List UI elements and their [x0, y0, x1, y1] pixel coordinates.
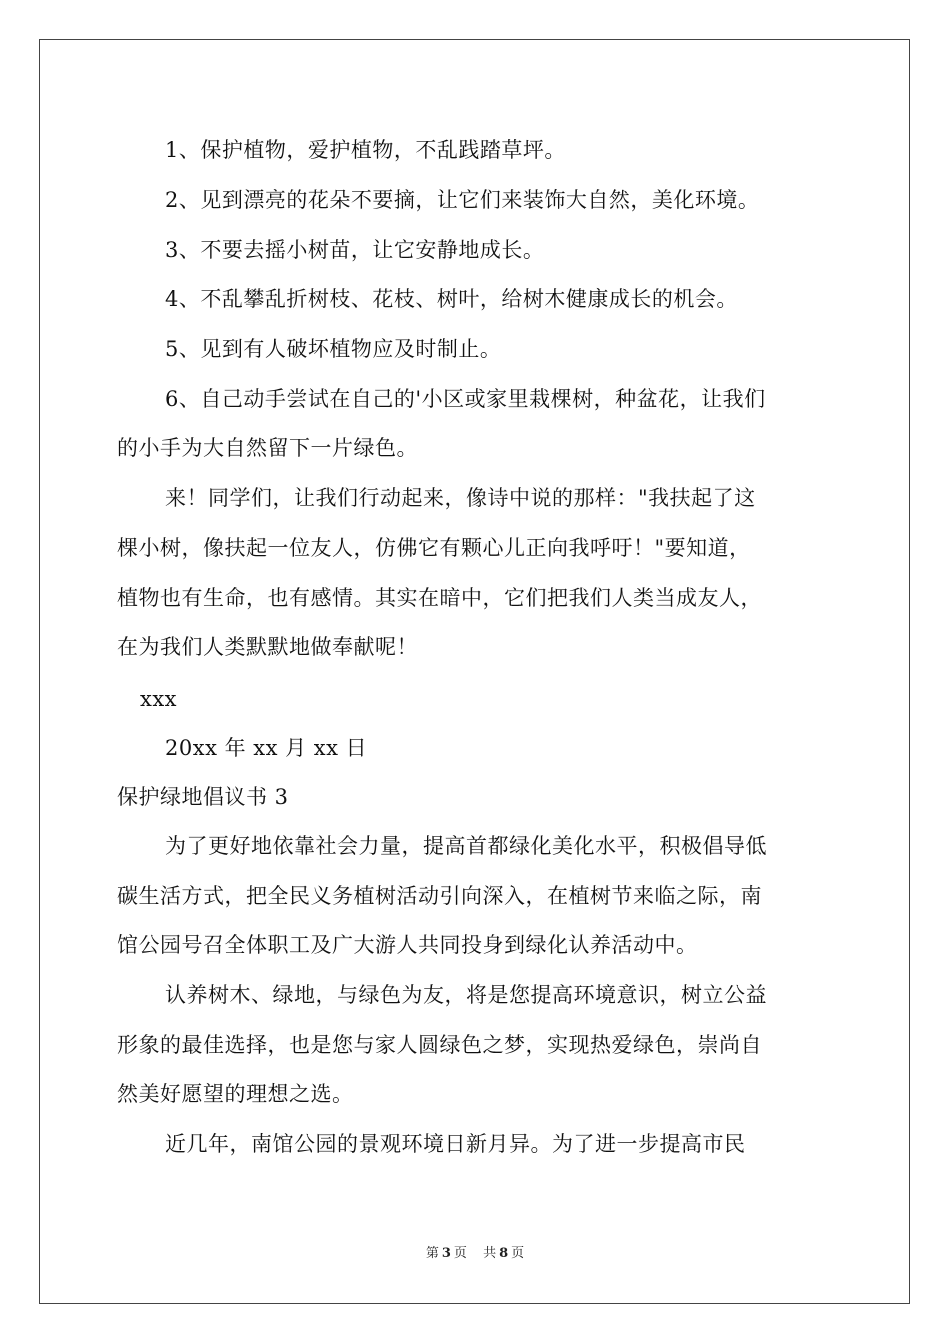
date-line: 20xx 年 xx 月 xx 日 [165, 736, 368, 760]
intro-paragraph-line-2: 碳生活方式，把全民义务植树活动引向深入，在植树节来临之际，南 [117, 884, 762, 908]
closing-paragraph-line-1: 来！同学们，让我们行动起来，像诗中说的那样："我扶起了这 [165, 486, 756, 510]
paragraph-item-1: 1、保护植物，爱护植物，不乱践踏草坪。 [165, 138, 566, 162]
intro-paragraph-line-1: 为了更好地依靠社会力量，提高首都绿化美化水平，积极倡导低 [165, 834, 767, 858]
total-suffix: 页 [511, 1246, 525, 1261]
paragraph-item-2: 2、见到漂亮的花朵不要摘，让它们来装饰大自然，美化环境。 [165, 188, 760, 212]
adoption-paragraph-line-2: 形象的最佳选择，也是您与家人圆绿色之梦，实现热爱绿色，崇尚自 [117, 1033, 762, 1057]
paragraph-item-6-line-2: 的小手为大自然留下一片绿色。 [117, 436, 418, 460]
closing-paragraph-line-3: 植物也有生命，也有感情。其实在暗中，它们把我们人类当成友人， [117, 586, 762, 610]
closing-paragraph-line-4: 在为我们人类默默地做奉献呢！ [117, 635, 418, 659]
intro-paragraph-line-3: 馆公园号召全体职工及广大游人共同投身到绿化认养活动中。 [117, 933, 698, 957]
page-total-indicator [480, 1246, 527, 1261]
page-prefix: 第 [425, 1246, 439, 1261]
page-footer [0, 1245, 950, 1263]
paragraph-item-5: 5、见到有人破坏植物应及时制止。 [165, 337, 502, 361]
page-border [39, 39, 910, 1304]
closing-paragraph-line-2: 棵小树，像扶起一位友人，仿佛它有颗心儿正向我呼吁！"要知道， [117, 536, 751, 560]
page-indicator [423, 1246, 470, 1261]
section-heading: 保护绿地倡议书 3 [117, 785, 289, 809]
total-prefix: 共 [483, 1246, 497, 1261]
paragraph-item-3: 3、不要去摇小树苗，让它安静地成长。 [165, 238, 545, 262]
paragraph-item-6-line-1: 6、自己动手尝试在自己的'小区或家里栽棵树，种盆花，让我们 [165, 387, 766, 411]
paragraph-item-4: 4、不乱攀乱折树枝、花枝、树叶，给树木健康成长的机会。 [165, 287, 738, 311]
adoption-paragraph-line-1: 认养树木、绿地，与绿色为友，将是您提高环境意识，树立公益 [165, 983, 767, 1007]
adoption-paragraph-line-3: 然美好愿望的理想之选。 [117, 1082, 354, 1106]
page-total-number: 8 [499, 1246, 509, 1261]
page-suffix: 页 [453, 1246, 467, 1261]
signature: xxx [140, 687, 178, 711]
park-paragraph-line-1: 近几年，南馆公园的景观环境日新月异。为了进一步提高市民 [165, 1132, 746, 1156]
page-current-number: 3 [441, 1246, 451, 1261]
